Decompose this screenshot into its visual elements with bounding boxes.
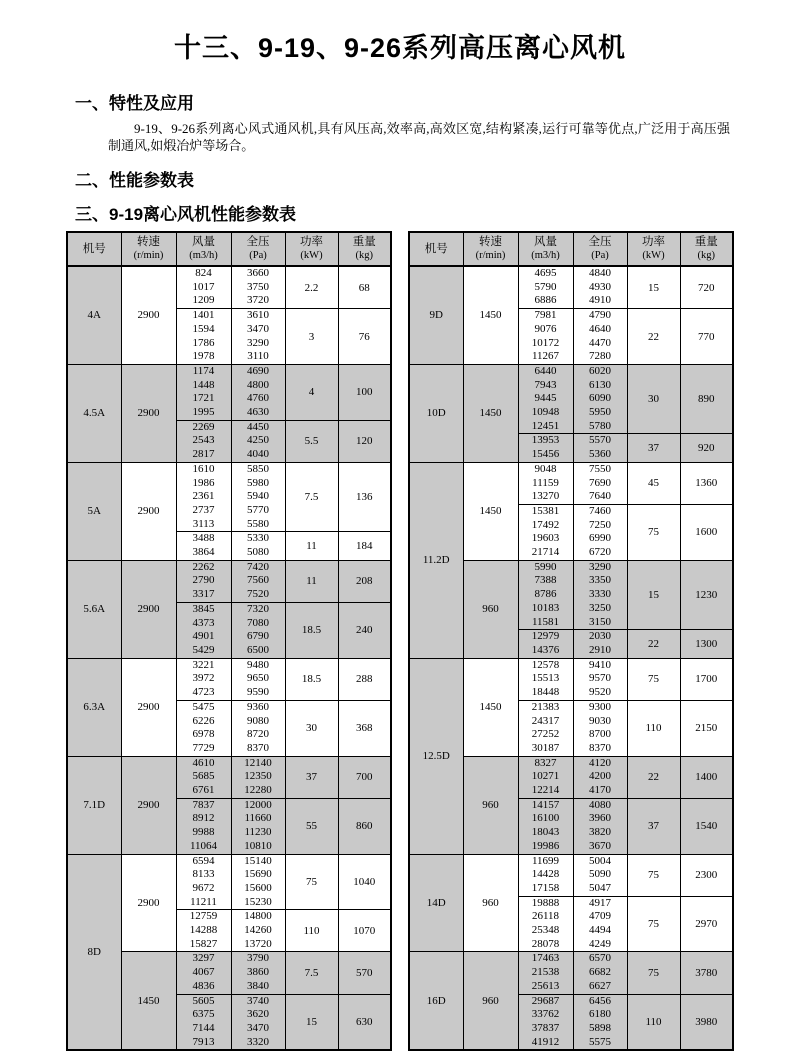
flow-cell: 4610 5685 6761: [176, 756, 231, 798]
table-header-row: [67, 232, 391, 266]
weight-cell: 184: [338, 532, 391, 560]
power-cell: 22: [627, 756, 680, 798]
pressure-cell: 4450 4250 4040: [231, 420, 285, 462]
flow-cell: 3297 4067 4836: [176, 952, 231, 994]
pressure-cell: 3740 3620 3470 3320: [231, 994, 285, 1050]
power-cell: 15: [627, 266, 680, 309]
header-unit: (kW): [642, 250, 665, 261]
weight-cell: 570: [338, 952, 391, 994]
flow-cell: 12759 14288 15827: [176, 910, 231, 952]
group-row: [67, 462, 391, 532]
pressure-cell: 5330 5080: [231, 532, 285, 560]
pressure-cell: 7320 7080 6790 6500: [231, 602, 285, 658]
header-unit: (kg): [355, 250, 373, 261]
header-unit: (r/min): [133, 250, 164, 261]
group-row: [409, 266, 733, 309]
header-unit: (m3/h): [189, 250, 218, 261]
machine-cell: 5.6A: [67, 560, 121, 658]
power-cell: 11: [285, 532, 338, 560]
pressure-cell: 12000 11660 11230 10810: [231, 798, 285, 854]
header-cell: 重量 (kg): [338, 232, 391, 266]
pressure-cell: 6020 6130 6090 5950 5780: [573, 364, 627, 434]
power-cell: 7.5: [285, 952, 338, 994]
header-cell: 功率 (kW): [627, 232, 680, 266]
pressure-cell: 9410 9570 9520: [573, 658, 627, 700]
table-header-row: [409, 232, 733, 266]
header-unit: (m3/h): [531, 250, 560, 261]
header-cell: 重量 (kg): [680, 232, 733, 266]
machine-cell: 7.1D: [67, 756, 121, 854]
pressure-cell: 3290 3350 3330 3250 3150: [573, 560, 627, 630]
weight-cell: 1600: [680, 504, 733, 560]
weight-cell: 3780: [680, 952, 733, 994]
machine-cell: 10D: [409, 364, 463, 462]
spec-table-left: [66, 231, 392, 1051]
weight-cell: 1070: [338, 910, 391, 952]
weight-cell: 770: [680, 309, 733, 365]
flow-cell: 3845 4373 4901 5429: [176, 602, 231, 658]
machine-cell: 14D: [409, 854, 463, 952]
pressure-cell: 9300 9030 8700 8370: [573, 700, 627, 756]
flow-cell: 13953 15456: [518, 434, 573, 462]
weight-cell: 890: [680, 364, 733, 434]
weight-cell: 100: [338, 364, 391, 420]
rpm-cell: 1450: [463, 462, 518, 560]
pressure-cell: 9360 9080 8720 8370: [231, 700, 285, 756]
power-cell: 4: [285, 364, 338, 420]
pressure-cell: 5004 5090 5047: [573, 854, 627, 896]
header-cell: 全压 (Pa): [231, 232, 285, 266]
weight-cell: 1300: [680, 630, 733, 658]
pressure-cell: 15140 15690 15600 15230: [231, 854, 285, 910]
machine-cell: 9D: [409, 266, 463, 364]
machine-cell: 4.5A: [67, 364, 121, 462]
power-cell: 18.5: [285, 658, 338, 700]
pressure-cell: 7460 7250 6990 6720: [573, 504, 627, 560]
flow-cell: 4695 5790 6886: [518, 266, 573, 309]
flow-cell: 7981 9076 10172 11267: [518, 309, 573, 365]
power-cell: 75: [627, 896, 680, 952]
weight-cell: 76: [338, 309, 391, 365]
pressure-cell: 7550 7690 7640: [573, 462, 627, 504]
pressure-cell: 6456 6180 5898 5575: [573, 994, 627, 1050]
rpm-cell: 1450: [463, 266, 518, 364]
header-cell: 转速 (r/min): [121, 232, 176, 266]
spec-table-right: [408, 231, 734, 1051]
rpm-cell: 2900: [121, 266, 176, 364]
weight-cell: 288: [338, 658, 391, 700]
flow-cell: 9048 11159 13270: [518, 462, 573, 504]
weight-cell: 1040: [338, 854, 391, 910]
flow-cell: 17463 21538 25613: [518, 952, 573, 994]
machine-cell: 6.3A: [67, 658, 121, 756]
weight-cell: 920: [680, 434, 733, 462]
machine-cell: 8D: [67, 854, 121, 1050]
tables-container: [0, 225, 800, 1051]
section-heading-9-19-table: 三、9-19离心风机性能参数表: [75, 205, 297, 224]
header-cell: 机号: [67, 232, 121, 266]
power-cell: 15: [285, 994, 338, 1050]
machine-cell: 5A: [67, 462, 121, 560]
header-unit: (Pa): [249, 250, 267, 261]
group-row: [409, 854, 733, 896]
header-cell: 转速 (r/min): [463, 232, 518, 266]
pressure-cell: 2030 2910: [573, 630, 627, 658]
power-cell: 15: [627, 560, 680, 630]
group-row: [67, 658, 391, 700]
power-cell: 45: [627, 462, 680, 504]
pressure-cell: 6570 6682 6627: [573, 952, 627, 994]
pressure-cell: 4840 4930 4910: [573, 266, 627, 309]
header-unit: (Pa): [591, 250, 609, 261]
rpm-cell: 960: [463, 952, 518, 1050]
flow-cell: 5475 6226 6978 7729: [176, 700, 231, 756]
header-unit: (kW): [300, 250, 323, 261]
group-row: [67, 756, 391, 798]
weight-cell: 136: [338, 462, 391, 532]
weight-cell: 2150: [680, 700, 733, 756]
flow-cell: 21383 24317 27252 30187: [518, 700, 573, 756]
weight-cell: 368: [338, 700, 391, 756]
weight-cell: 1230: [680, 560, 733, 630]
weight-cell: 1360: [680, 462, 733, 504]
section-heading-performance-tables: 二、性能参数表: [75, 171, 194, 190]
power-cell: 22: [627, 630, 680, 658]
rpm-cell: 960: [463, 854, 518, 952]
pressure-cell: 3610 3470 3290 3110: [231, 309, 285, 365]
flow-cell: 29687 33762 37837 41912: [518, 994, 573, 1050]
flow-cell: 6440 7943 9445 10948 12451: [518, 364, 573, 434]
rpm-cell: 1450: [463, 364, 518, 462]
pressure-cell: 4080 3960 3820 3670: [573, 798, 627, 854]
flow-cell: 3488 3864: [176, 532, 231, 560]
header-cell: 全压 (Pa): [573, 232, 627, 266]
weight-cell: 208: [338, 560, 391, 602]
pressure-cell: 5570 5360: [573, 434, 627, 462]
weight-cell: 720: [680, 266, 733, 309]
pressure-cell: 4690 4800 4760 4630: [231, 364, 285, 420]
pressure-cell: 7420 7560 7520: [231, 560, 285, 602]
rpm-cell: 1450: [121, 952, 176, 1050]
power-cell: 30: [285, 700, 338, 756]
weight-cell: 1540: [680, 798, 733, 854]
power-cell: 30: [627, 364, 680, 434]
weight-cell: 700: [338, 756, 391, 798]
group-row: [67, 854, 391, 910]
power-cell: 55: [285, 798, 338, 854]
machine-cell: 12.5D: [409, 658, 463, 854]
rpm-cell: 2900: [121, 462, 176, 560]
flow-cell: 12578 15513 18448: [518, 658, 573, 700]
rpm-cell: 960: [463, 560, 518, 658]
flow-cell: 14157 16100 18043 19986: [518, 798, 573, 854]
header-cell: 功率 (kW): [285, 232, 338, 266]
weight-cell: 2300: [680, 854, 733, 896]
rpm-cell: 1450: [463, 658, 518, 756]
power-cell: 37: [285, 756, 338, 798]
power-cell: 75: [627, 952, 680, 994]
weight-cell: 120: [338, 420, 391, 462]
power-cell: 110: [627, 994, 680, 1050]
page-title: 十三、9-19、9-26系列高压离心风机: [173, 33, 627, 63]
pressure-cell: 4917 4709 4494 4249: [573, 896, 627, 952]
pressure-cell: 4120 4200 4170: [573, 756, 627, 798]
power-cell: 37: [627, 798, 680, 854]
flow-cell: 1401 1594 1786 1978: [176, 309, 231, 365]
rpm-cell: 2900: [121, 658, 176, 756]
header-cell: 机号: [409, 232, 463, 266]
flow-cell: 15381 17492 19603 21714: [518, 504, 573, 560]
weight-cell: 1700: [680, 658, 733, 700]
group-row: [409, 952, 733, 994]
header-cell: 风量 (m3/h): [518, 232, 573, 266]
header-cell: 风量 (m3/h): [176, 232, 231, 266]
rpm-cell: 960: [463, 756, 518, 854]
weight-cell: 1400: [680, 756, 733, 798]
machine-cell: 4A: [67, 266, 121, 364]
pressure-cell: 12140 12350 12280: [231, 756, 285, 798]
pressure-cell: 5850 5980 5940 5770 5580: [231, 462, 285, 532]
power-cell: 75: [285, 854, 338, 910]
flow-cell: 12979 14376: [518, 630, 573, 658]
flow-cell: 3221 3972 4723: [176, 658, 231, 700]
power-cell: 110: [627, 700, 680, 756]
weight-cell: 2970: [680, 896, 733, 952]
group-row: [67, 560, 391, 602]
flow-cell: 2269 2543 2817: [176, 420, 231, 462]
section-heading-features: 一、特性及应用: [75, 94, 194, 113]
rpm-cell: 2900: [121, 756, 176, 854]
flow-cell: 11699 14428 17158: [518, 854, 573, 896]
pressure-cell: 4790 4640 4470 7280: [573, 309, 627, 365]
power-cell: 7.5: [285, 462, 338, 532]
rpm-cell: 2900: [121, 364, 176, 462]
power-cell: 2.2: [285, 266, 338, 309]
pressure-cell: 3660 3750 3720: [231, 266, 285, 309]
group-row: [67, 266, 391, 309]
intro-paragraph: 9-19、9-26系列离心风式通风机,具有风压高,效率高,高效区宽,结构紧凑,运行可靠等优点,广泛用于高压强制通风,如煅冶炉等场合。: [108, 121, 730, 153]
flow-cell: 1174 1448 1721 1995: [176, 364, 231, 420]
weight-cell: 860: [338, 798, 391, 854]
power-cell: 22: [627, 309, 680, 365]
power-cell: 75: [627, 658, 680, 700]
rpm-cell: 2900: [121, 854, 176, 952]
pressure-cell: 3790 3860 3840: [231, 952, 285, 994]
weight-cell: 3980: [680, 994, 733, 1050]
header-unit: (r/min): [475, 250, 506, 261]
power-cell: 5.5: [285, 420, 338, 462]
weight-cell: 630: [338, 994, 391, 1050]
weight-cell: 240: [338, 602, 391, 658]
header-unit: (kg): [697, 250, 715, 261]
group-row: [409, 658, 733, 700]
weight-cell: 68: [338, 266, 391, 309]
pressure-cell: 14800 14260 13720: [231, 910, 285, 952]
power-cell: 75: [627, 504, 680, 560]
pressure-cell: 9480 9650 9590: [231, 658, 285, 700]
power-cell: 18.5: [285, 602, 338, 658]
power-cell: 11: [285, 560, 338, 602]
rpm-cell: 2900: [121, 560, 176, 658]
power-cell: 3: [285, 309, 338, 365]
power-cell: 75: [627, 854, 680, 896]
flow-cell: 5605 6375 7144 7913: [176, 994, 231, 1050]
group-row: [67, 364, 391, 420]
flow-cell: 8327 10271 12214: [518, 756, 573, 798]
flow-cell: 7837 8912 9988 11064: [176, 798, 231, 854]
flow-cell: 5990 7388 8786 10183 11581: [518, 560, 573, 630]
power-cell: 37: [627, 434, 680, 462]
machine-cell: 11.2D: [409, 462, 463, 658]
flow-cell: 2262 2790 3317: [176, 560, 231, 602]
power-cell: 110: [285, 910, 338, 952]
group-row: [409, 462, 733, 504]
flow-cell: 19888 26118 25348 28078: [518, 896, 573, 952]
flow-cell: 824 1017 1209: [176, 266, 231, 309]
group-row: [409, 364, 733, 434]
machine-cell: 16D: [409, 952, 463, 1050]
flow-cell: 1610 1986 2361 2737 3113: [176, 462, 231, 532]
flow-cell: 6594 8133 9672 11211: [176, 854, 231, 910]
